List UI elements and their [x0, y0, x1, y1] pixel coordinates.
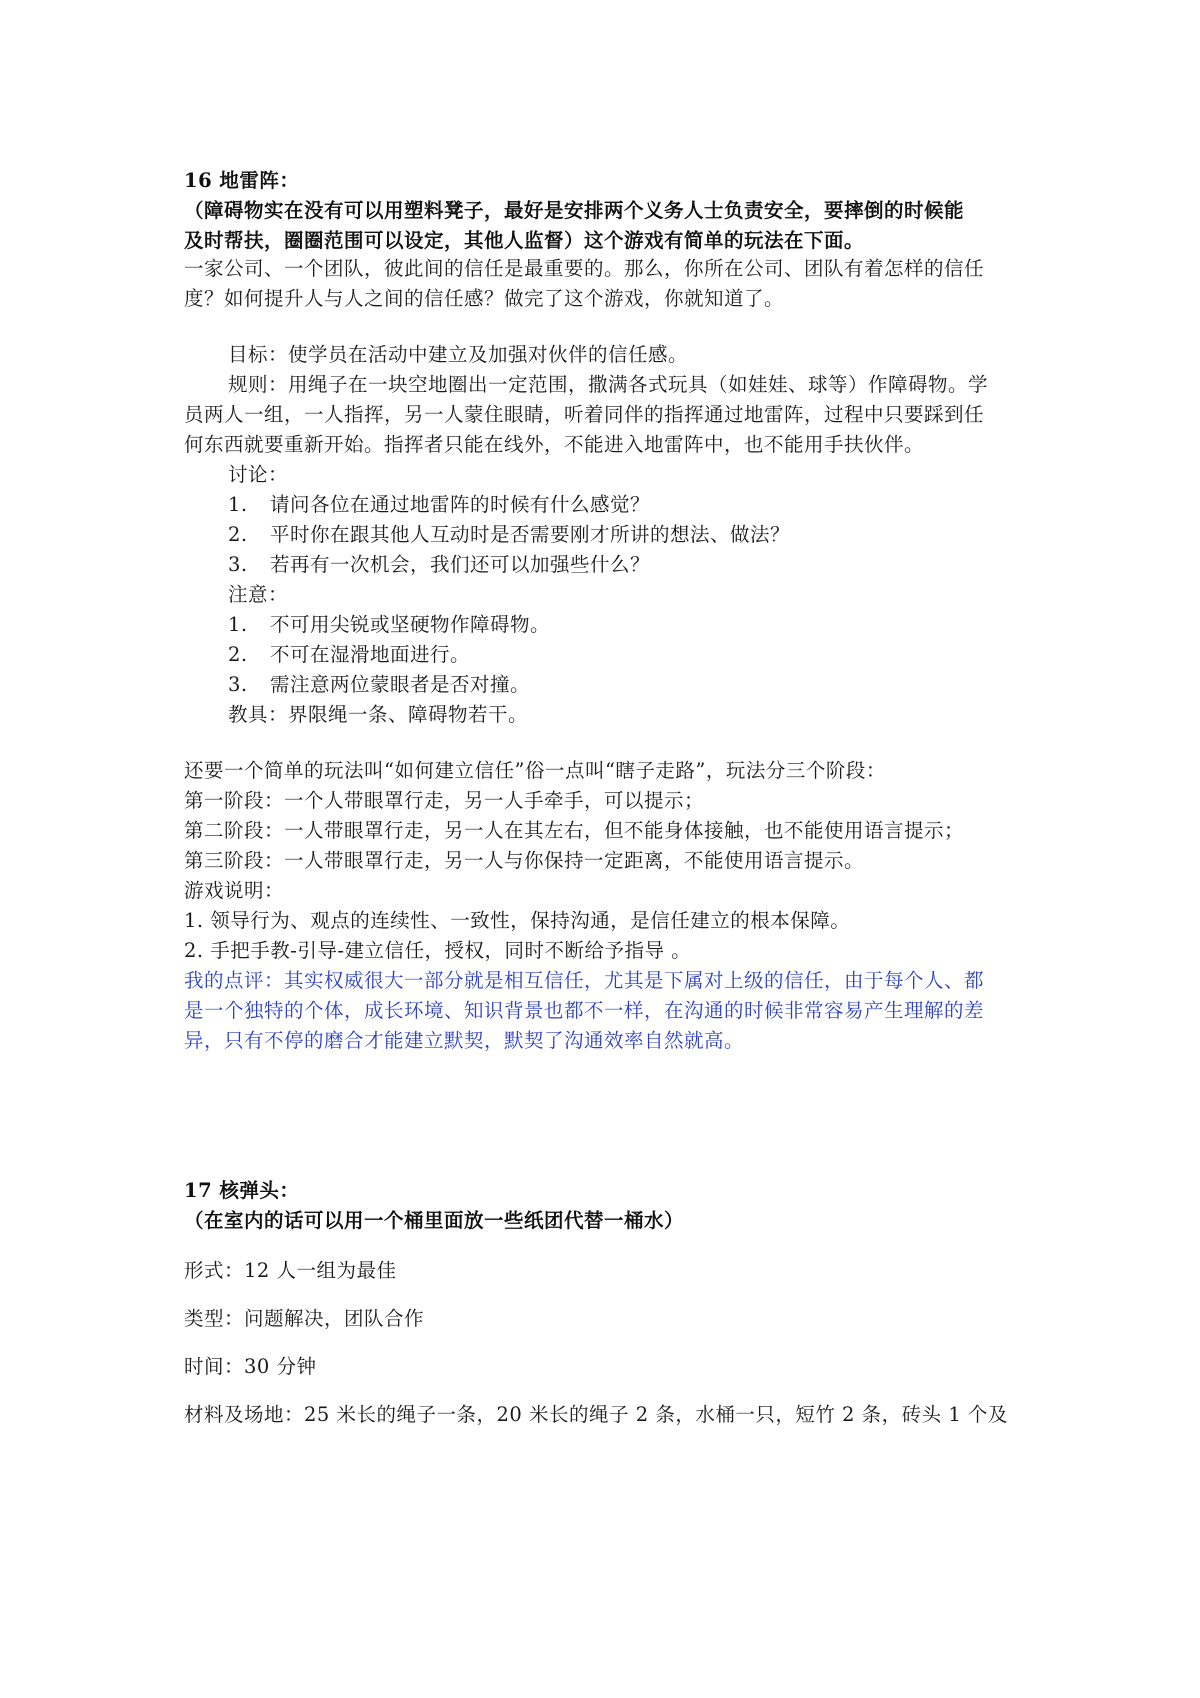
- notice-item-number: 3.: [228, 673, 248, 696]
- notice-item-text: 不可用尖锐或坚硬物作障碍物。: [270, 613, 551, 636]
- simple-play-line: 2. 手把手教-引导-建立信任，授权，同时不断给予指导 。: [184, 939, 692, 962]
- simple-play-line: 游戏说明：: [184, 879, 285, 902]
- notice-item-text: 不可在湿滑地面进行。: [270, 643, 471, 666]
- discussion-item-text: 平时你在跟其他人互动时是否需要刚才所讲的想法、做法？: [270, 523, 791, 546]
- discussion-item-text: 请问各位在通过地雷阵的时候有什么感觉？: [270, 493, 651, 516]
- game16-intro-line-2: 度？如何提升人与人之间的信任感？做完了这个游戏，你就知道了。: [184, 287, 785, 310]
- simple-play-line: 第一阶段：一个人带眼罩行走，另一人手牵手，可以提示；: [184, 789, 705, 812]
- notice-item-text: 需注意两位蒙眼者是否对撞。: [270, 673, 531, 696]
- game16-note-line-2: 及时帮扶，圈圈范围可以设定，其他人监督）这个游戏有简单的玩法在下面。: [184, 229, 865, 252]
- notice-item: [228, 670, 1088, 700]
- comment-line: 异，只有不停的磨合才能建立默契，默契了沟通效率自然就高。: [184, 1029, 745, 1052]
- game17-materials: 材料及场地：25 米长的绳子一条，20 米长的绳子 2 条，水桶一只，短竹 2 条，砖头 1 个及: [184, 1403, 1008, 1426]
- discussion-item: [228, 520, 1088, 550]
- game17-note: （在室内的话可以用一个桶里面放一些纸团代替一桶水）: [184, 1209, 685, 1232]
- comment-line: 我的点评：其实权威很大一部分就是相互信任，尤其是下属对上级的信任，由于每个人、都: [184, 969, 985, 992]
- game16-goal: 目标：使学员在活动中建立及加强对伙伴的信任感。: [228, 343, 689, 366]
- game16-rules-line-1: 规则：用绳子在一块空地圈出一定范围，撒满各式玩具（如娃娃、球等）作障碍物。学: [228, 373, 989, 396]
- discussion-item-text: 若再有一次机会，我们还可以加强些什么？: [270, 553, 651, 576]
- notice-item-number: 2.: [228, 643, 248, 666]
- notice-item: [228, 640, 1088, 670]
- game16-rules-line-2: 员两人一组，一人指挥，另一人蒙住眼睛，听着同伴的指挥通过地雷阵，过程中只要踩到任: [184, 403, 985, 426]
- game17-type: 类型：问题解决，团队合作: [184, 1307, 425, 1330]
- game17-title: 17 核弹头：: [184, 1179, 300, 1202]
- game17-form: 形式：12 人一组为最佳: [184, 1259, 397, 1282]
- game16-rules-line-3: 何东西就要重新开始。指挥者只能在线外，不能进入地雷阵中，也不能用手扶伙伴。: [184, 433, 925, 456]
- comment-line: 是一个独特的个体，成长环境、知识背景也都不一样，在沟通的时候非常容易产生理解的差: [184, 999, 985, 1022]
- simple-play-line: 还要一个简单的玩法叫“如何建立信任”俗一点叫“瞎子走路”，玩法分三个阶段：: [184, 759, 886, 782]
- discussion-item-number: 3.: [228, 553, 248, 576]
- notice-item-number: 1.: [228, 613, 248, 636]
- game16-intro-line-1: 一家公司、一个团队，彼此间的信任是最重要的。那么，你所在公司、团队有着怎样的信任: [184, 257, 985, 280]
- notice-label: 注意：: [228, 583, 289, 606]
- discussion-item-number: 1.: [228, 493, 248, 516]
- simple-play-line: 第二阶段：一人带眼罩行走，另一人在其左右，但不能身体接触，也不能使用语言提示；: [184, 819, 965, 842]
- tools-line: 教具：界限绳一条、障碍物若干。: [228, 703, 529, 726]
- discussion-item: [228, 490, 1088, 520]
- game17-time: 时间：30 分钟: [184, 1355, 317, 1378]
- simple-play-line: 第三阶段：一人带眼罩行走，另一人与你保持一定距离，不能使用语言提示。: [184, 849, 865, 872]
- notice-item: [228, 610, 1088, 640]
- discussion-label: 讨论：: [228, 463, 289, 486]
- discussion-item-number: 2.: [228, 523, 248, 546]
- simple-play-line: 1. 领导行为、观点的连续性、一致性，保持沟通，是信任建立的根本保障。: [184, 909, 851, 932]
- game16-note-line-1: （障碍物实在没有可以用塑料凳子，最好是安排两个义务人士负责安全，要摔倒的时候能: [184, 199, 965, 222]
- game16-title: 16 地雷阵：: [184, 169, 300, 192]
- discussion-item: [228, 550, 1088, 580]
